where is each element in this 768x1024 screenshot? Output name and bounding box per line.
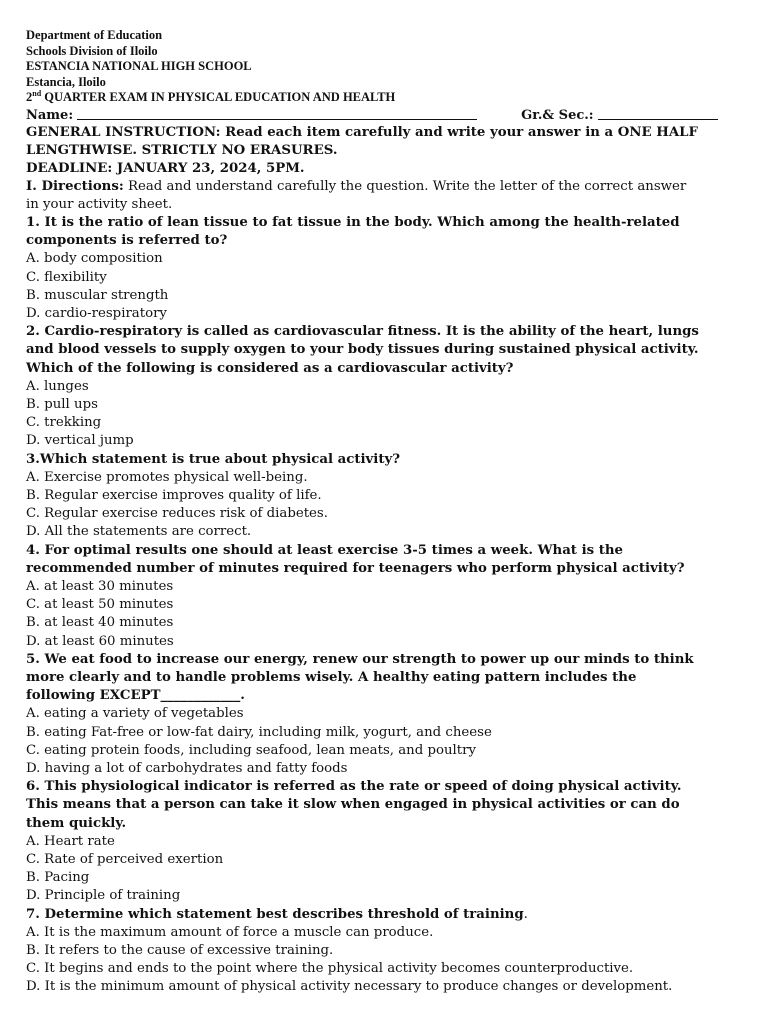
question-3 (26, 451, 742, 542)
option-item: D. at least 60 minutes (26, 633, 174, 649)
question-text: 2. Cardio-respiratory is called as cardiovascular fitness. It is the ability of the heart, lungs (26, 324, 699, 340)
option-item: A. body composition (26, 251, 163, 267)
directions-line1: I. Directions: Read and understand carefully the question. Write the letter of the correct answer (26, 178, 687, 194)
name-blank (77, 107, 477, 120)
option-item: D. Principle of training (26, 888, 181, 904)
question-text: 4. For optimal results one should at least exercise 3-5 times a week. What is the (26, 542, 624, 558)
option-item: B. It refers to the cause of excessive training. (26, 943, 334, 959)
option-item: C. trekking (26, 415, 102, 431)
option-item: C. Regular exercise reduces risk of diabetes. (26, 506, 328, 522)
question-2 (26, 323, 742, 450)
question-text: 5. We eat food to increase our energy, renew our strength to power up our minds to think (26, 651, 694, 667)
option-item: A. Heart rate (26, 833, 115, 849)
option-item: D. having a lot of carbohydrates and fatty foods (26, 761, 348, 776)
option-item: D. cardio-respiratory (26, 305, 167, 321)
header-location: Estancia, Iloilo (26, 74, 106, 89)
question-text: 7. Determine which statement best describes threshold of training. (26, 906, 528, 922)
header-department: Department of Education (26, 28, 163, 42)
option-item: A. at least 30 minutes (26, 578, 174, 594)
question-text: following EXCEPT____________. (26, 688, 245, 704)
option-item: C. Rate of perceived exertion (26, 852, 224, 868)
grade-section-label: Gr.& Sec.: (521, 107, 594, 123)
grade-section-blank (598, 107, 718, 120)
option-item: A. eating a variety of vegetables (26, 706, 244, 722)
question-text: Which of the following is considered as a cardiovascular activity? (26, 360, 514, 376)
document-header (26, 28, 742, 106)
option-item: C. It begins and ends to the point where the physical activity becomes counterproductive. (26, 961, 634, 977)
option-item: B. muscular strength (26, 287, 169, 303)
option-item: A. It is the maximum amount of force a muscle can produce. (26, 924, 434, 940)
question-text: recommended number of minutes required for teenagers who perform physical activity? (26, 560, 685, 576)
question-text: and blood vessels to supply oxygen to your body tissues during sustained physical activity. (26, 342, 699, 358)
question-4 (26, 542, 742, 651)
question-6 (26, 778, 742, 905)
student-info-row (26, 107, 742, 124)
option-item: B. at least 40 minutes (26, 615, 174, 631)
option-item: C. flexibility (26, 269, 107, 285)
header-exam-title: 2nd QUARTER EXAM IN PHYSICAL EDUCATION AND HEALTH (26, 88, 396, 104)
question-7 (26, 906, 742, 997)
directions (26, 178, 742, 214)
question-text: This means that a person can take it slow when engaged in physical activities or can do (26, 797, 680, 813)
directions-line2: in your activity sheet. (26, 196, 173, 212)
question-text: 1. It is the ratio of lean tissue to fat tissue in the body. Which among the health-related (26, 214, 680, 230)
question-text: 3.Which statement is true about physical activity? (26, 451, 400, 467)
option-item: C. eating protein foods, including seafood, lean meats, and poultry (26, 742, 477, 758)
deadline: DEADLINE: JANUARY 23, 2024, 5PM. (26, 160, 305, 176)
option-item: B. Regular exercise improves quality of life. (26, 487, 322, 503)
general-instruction (26, 124, 742, 178)
name-label: Name: (26, 107, 74, 123)
option-item: D. It is the minimum amount of physical activity necessary to produce changes or development. (26, 979, 673, 995)
option-item: A. Exercise promotes physical well-being. (26, 469, 308, 485)
option-item: B. eating Fat-free or low-fat dairy, including milk, yogurt, and cheese (26, 724, 492, 740)
option-item: B. pull ups (26, 396, 98, 412)
option-item: D. vertical jump (26, 433, 134, 449)
option-item: B. Pacing (26, 870, 90, 886)
question-1 (26, 214, 742, 323)
question-text: components is referred to? (26, 233, 228, 249)
question-text: more clearly and to handle problems wisely. A healthy eating pattern includes the (26, 669, 637, 685)
header-school: ESTANCIA NATIONAL HIGH SCHOOL (26, 59, 252, 73)
general-instruction-line1: GENERAL INSTRUCTION: Read each item carefully and write your answer in a ONE HALF (26, 124, 698, 140)
option-item: C. at least 50 minutes (26, 597, 174, 613)
question-text: 6. This physiological indicator is referred as the rate or speed of doing physical activity. (26, 779, 682, 795)
general-instruction-line2: LENGTHWISE. STRICTLY NO ERASURES. (26, 142, 338, 158)
header-division: Schools Division of Iloilo (26, 43, 158, 58)
option-item: A. lunges (26, 378, 89, 394)
question-5 (26, 651, 742, 778)
option-item: D. All the statements are correct. (26, 524, 252, 540)
question-text: them quickly. (26, 815, 127, 831)
